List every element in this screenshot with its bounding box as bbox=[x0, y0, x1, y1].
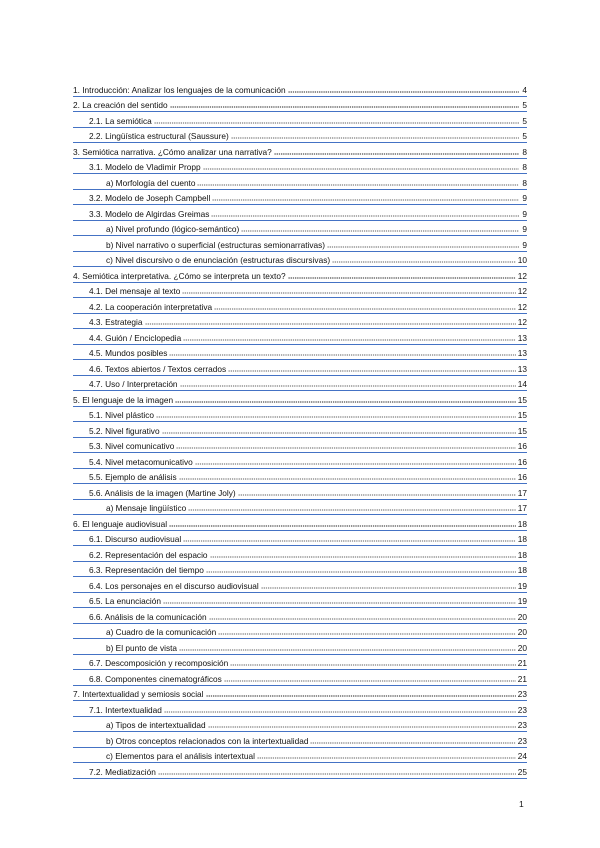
toc-entry-page: 13 bbox=[517, 348, 527, 358]
toc-entry[interactable] bbox=[73, 283, 527, 299]
table-of-contents bbox=[73, 81, 527, 779]
toc-entry-title: a) Morfología del cuento bbox=[106, 177, 196, 188]
toc-dot-leader bbox=[156, 416, 516, 418]
toc-entry-title: 5.5. Ejemplo de análisis bbox=[89, 472, 177, 482]
toc-entry-title: 6.3. Representación del tiempo bbox=[89, 565, 204, 575]
toc-entry-page: 5 bbox=[522, 115, 527, 126]
toc-entry[interactable] bbox=[73, 670, 527, 686]
toc-entry-page: 16 bbox=[517, 441, 527, 451]
toc-entry-title: 3.1. Modelo de Vladimir Propp bbox=[89, 162, 201, 172]
toc-entry[interactable] bbox=[73, 732, 527, 748]
toc-entry-page: 19 bbox=[517, 596, 527, 606]
toc-entry-page: 4 bbox=[522, 84, 527, 95]
toc-dot-leader bbox=[162, 432, 516, 434]
toc-dot-leader bbox=[212, 199, 519, 201]
toc-entry[interactable] bbox=[73, 221, 527, 237]
toc-entry-page: 23 bbox=[517, 720, 527, 730]
toc-dot-leader bbox=[182, 292, 515, 294]
toc-entry-page: 9 bbox=[522, 208, 527, 219]
toc-dot-leader bbox=[228, 370, 516, 372]
toc-entry-page: 18 bbox=[517, 565, 527, 575]
toc-entry-title: c) Elementos para el análisis intertextual bbox=[106, 751, 255, 761]
toc-entry-page: 16 bbox=[517, 456, 527, 467]
toc-entry-title: 2.2. Lingüística estructural (Saussure) bbox=[89, 131, 229, 141]
toc-dot-leader bbox=[208, 726, 516, 728]
toc-dot-leader bbox=[180, 385, 516, 387]
toc-dot-leader bbox=[170, 106, 519, 108]
toc-dot-leader bbox=[288, 277, 516, 279]
toc-entry-title: 1. Introducción: Analizar los lenguajes de la comunicación bbox=[73, 84, 286, 95]
toc-entry-page: 15 bbox=[517, 394, 527, 405]
toc-entry-page: 9 bbox=[522, 193, 527, 203]
toc-entry-page: 20 bbox=[517, 611, 527, 622]
toc-dot-leader bbox=[274, 153, 519, 155]
toc-entry-page: 14 bbox=[517, 379, 527, 389]
toc-entry[interactable] bbox=[73, 159, 527, 175]
toc-entry-page: 10 bbox=[517, 255, 527, 265]
toc-entry-page: 8 bbox=[522, 177, 527, 188]
toc-entry[interactable] bbox=[73, 717, 527, 733]
toc-dot-leader bbox=[218, 633, 516, 635]
toc-entry[interactable] bbox=[73, 639, 527, 655]
toc-entry[interactable] bbox=[73, 128, 527, 144]
toc-entry-title: b) Nivel narrativo o superficial (estructuras semionarrativas) bbox=[106, 239, 326, 250]
toc-entry[interactable] bbox=[73, 577, 527, 593]
toc-dot-leader bbox=[158, 773, 516, 775]
toc-entry-page: 5 bbox=[522, 100, 527, 110]
toc-entry[interactable] bbox=[73, 500, 527, 516]
toc-entry-page: 9 bbox=[522, 224, 527, 234]
toc-entry-title: 5.6. Análisis de la imagen (Martine Joly) bbox=[89, 487, 236, 498]
toc-entry-page: 12 bbox=[517, 286, 527, 296]
toc-dot-leader bbox=[183, 339, 516, 341]
toc-entry-title: 6.5. La enunciación bbox=[89, 596, 161, 606]
toc-entry[interactable] bbox=[73, 453, 527, 469]
toc-entry-title: 6.8. Componentes cinematográficos bbox=[89, 673, 222, 684]
toc-entry[interactable] bbox=[73, 81, 527, 97]
toc-entry[interactable] bbox=[73, 112, 527, 128]
toc-entry[interactable] bbox=[73, 686, 527, 702]
toc-entry-title: b) Otros conceptos relacionados con la intertextualidad bbox=[106, 735, 309, 746]
toc-entry-title: 5.2. Nivel figurativo bbox=[89, 425, 160, 436]
page-number: 1 bbox=[519, 799, 524, 809]
toc-dot-leader bbox=[169, 354, 515, 356]
toc-entry-title: 6.4. Los personajes en el discurso audiovisual bbox=[89, 580, 259, 591]
toc-entry-page: 20 bbox=[517, 627, 527, 637]
toc-entry-page: 9 bbox=[522, 239, 527, 250]
toc-entry[interactable] bbox=[73, 593, 527, 609]
toc-entry-title: 4.2. La cooperación interpretativa bbox=[89, 301, 213, 312]
toc-entry-page: 12 bbox=[517, 317, 527, 327]
toc-entry[interactable] bbox=[73, 236, 527, 252]
toc-entry-page: 13 bbox=[517, 363, 527, 374]
toc-entry-page: 18 bbox=[517, 534, 527, 544]
toc-entry-title: b) El punto de vista bbox=[106, 642, 178, 653]
toc-entry-page: 15 bbox=[517, 425, 527, 436]
toc-dot-leader bbox=[310, 742, 515, 744]
toc-entry-title: 3.2. Modelo de Joseph Campbell bbox=[89, 193, 211, 203]
toc-entry[interactable] bbox=[73, 469, 527, 485]
toc-dot-leader bbox=[224, 680, 516, 682]
toc-dot-leader bbox=[257, 757, 516, 759]
toc-entry-page: 21 bbox=[517, 673, 527, 684]
toc-dot-leader bbox=[169, 525, 516, 527]
toc-entry[interactable] bbox=[73, 531, 527, 547]
toc-entry-title: 3.3. Modelo de Algirdas Greimas bbox=[89, 208, 210, 219]
toc-dot-leader bbox=[288, 91, 519, 93]
toc-entry-page: 19 bbox=[517, 580, 527, 591]
toc-entry-page: 23 bbox=[517, 704, 527, 715]
toc-entry[interactable] bbox=[73, 174, 527, 190]
toc-entry-title: 5.4. Nivel metacomunicativo bbox=[89, 456, 193, 467]
toc-entry[interactable] bbox=[73, 205, 527, 221]
toc-entry-page: 25 bbox=[517, 766, 527, 777]
toc-entry-page: 17 bbox=[517, 487, 527, 498]
toc-entry-page: 15 bbox=[517, 410, 527, 420]
toc-entry-title: 5. El lenguaje de la imagen bbox=[73, 394, 174, 405]
toc-entry-title: 6.6. Análisis de la comunicación bbox=[89, 611, 207, 622]
toc-entry[interactable] bbox=[73, 701, 527, 717]
toc-entry[interactable] bbox=[73, 763, 527, 779]
toc-entry-title: 2.1. La semiótica bbox=[89, 115, 152, 126]
toc-dot-leader bbox=[209, 618, 516, 620]
toc-entry-page: 13 bbox=[517, 332, 527, 343]
toc-dot-leader bbox=[176, 447, 515, 449]
toc-entry-title: 7.2. Mediatización bbox=[89, 766, 156, 777]
toc-dot-leader bbox=[206, 571, 516, 573]
toc-entry-title: a) Mensaje lingüístico bbox=[106, 503, 187, 513]
toc-entry-title: 4.6. Textos abiertos / Textos cerrados bbox=[89, 363, 227, 374]
toc-dot-leader bbox=[241, 230, 519, 232]
toc-entry-title: 2. La creación del sentido bbox=[73, 100, 168, 110]
toc-entry[interactable] bbox=[73, 655, 527, 671]
toc-entry-title: 4.4. Guión / Enciclopedia bbox=[89, 332, 182, 343]
toc-entry-title: 4.7. Uso / Interpretación bbox=[89, 379, 178, 389]
toc-entry[interactable] bbox=[73, 422, 527, 438]
toc-entry-page: 23 bbox=[517, 735, 527, 746]
toc-entry-title: 6. El lenguaje audiovisual bbox=[73, 518, 168, 529]
toc-entry-page: 24 bbox=[517, 751, 527, 761]
toc-entry-page: 23 bbox=[517, 689, 527, 699]
toc-dot-leader bbox=[211, 215, 519, 217]
toc-entry[interactable] bbox=[73, 298, 527, 314]
toc-dot-leader bbox=[231, 137, 519, 139]
toc-dot-leader bbox=[210, 556, 516, 558]
toc-dot-leader bbox=[230, 664, 516, 666]
toc-entry[interactable] bbox=[73, 345, 527, 361]
toc-dot-leader bbox=[179, 649, 516, 651]
toc-dot-leader bbox=[332, 261, 516, 263]
toc-entry[interactable] bbox=[73, 314, 527, 330]
toc-entry-page: 20 bbox=[517, 642, 527, 653]
toc-entry[interactable] bbox=[73, 360, 527, 376]
toc-entry-title: 6.1. Discurso audiovisual bbox=[89, 534, 182, 544]
toc-dot-leader bbox=[261, 587, 516, 589]
toc-entry-page: 21 bbox=[517, 658, 527, 668]
toc-entry-title: 5.3. Nivel comunicativo bbox=[89, 441, 175, 451]
toc-dot-leader bbox=[145, 323, 516, 325]
toc-entry-title: 4.3. Estrategia bbox=[89, 317, 143, 327]
toc-entry-title: 7. Intertextualidad y semiosis social bbox=[73, 689, 204, 699]
toc-entry-title: a) Nivel profundo (lógico-semántico) bbox=[106, 224, 240, 234]
toc-entry[interactable] bbox=[73, 267, 527, 283]
toc-entry-page: 12 bbox=[517, 301, 527, 312]
toc-entry[interactable] bbox=[73, 515, 527, 531]
toc-entry[interactable] bbox=[73, 391, 527, 407]
toc-entry-page: 17 bbox=[517, 503, 527, 513]
toc-entry[interactable] bbox=[73, 376, 527, 392]
toc-entry-title: a) Tipos de intertextualidad bbox=[106, 720, 206, 730]
toc-entry[interactable] bbox=[73, 608, 527, 624]
toc-entry[interactable] bbox=[73, 407, 527, 423]
toc-dot-leader bbox=[238, 494, 516, 496]
toc-entry-page: 12 bbox=[517, 270, 527, 281]
toc-entry[interactable] bbox=[73, 546, 527, 562]
toc-entry-title: 6.2. Representación del espacio bbox=[89, 549, 208, 560]
toc-entry-title: 4. Semiótica interpretativa. ¿Cómo se interpreta un texto? bbox=[73, 270, 286, 281]
toc-entry-page: 5 bbox=[522, 131, 527, 141]
toc-entry[interactable] bbox=[73, 748, 527, 764]
toc-dot-leader bbox=[179, 478, 516, 480]
toc-entry[interactable] bbox=[73, 624, 527, 640]
toc-entry[interactable] bbox=[73, 438, 527, 454]
toc-entry-title: 3. Semiótica narrativa. ¿Cómo analizar una narrativa? bbox=[73, 146, 272, 157]
toc-dot-leader bbox=[214, 308, 516, 310]
toc-entry-title: c) Nivel discursivo o de enunciación (estructuras discursivas) bbox=[106, 255, 331, 265]
toc-dot-leader bbox=[154, 122, 519, 124]
toc-dot-leader bbox=[195, 463, 516, 465]
toc-entry-page: 16 bbox=[517, 472, 527, 482]
toc-entry[interactable] bbox=[73, 484, 527, 500]
toc-dot-leader bbox=[197, 184, 519, 186]
toc-entry-title: 4.1. Del mensaje al texto bbox=[89, 286, 181, 296]
toc-entry-title: a) Cuadro de la comunicación bbox=[106, 627, 217, 637]
toc-entry-title: 4.5. Mundos posibles bbox=[89, 348, 168, 358]
toc-entry-title: 5.1. Nivel plástico bbox=[89, 410, 155, 420]
toc-entry-page: 18 bbox=[517, 518, 527, 529]
toc-dot-leader bbox=[203, 168, 519, 170]
toc-dot-leader bbox=[163, 602, 516, 604]
toc-dot-leader bbox=[206, 695, 516, 697]
toc-entry[interactable] bbox=[73, 252, 527, 268]
toc-dot-leader bbox=[188, 509, 516, 511]
toc-entry[interactable] bbox=[73, 97, 527, 113]
toc-dot-leader bbox=[327, 246, 519, 248]
toc-entry-page: 8 bbox=[522, 162, 527, 172]
toc-dot-leader bbox=[175, 401, 516, 403]
toc-entry[interactable] bbox=[73, 329, 527, 345]
toc-entry-title: 7.1. Intertextualidad bbox=[89, 704, 162, 715]
toc-dot-leader bbox=[183, 540, 516, 542]
toc-entry[interactable] bbox=[73, 143, 527, 159]
toc-dot-leader bbox=[164, 711, 516, 713]
toc-entry-page: 8 bbox=[522, 146, 527, 157]
toc-entry-title: 6.7. Descomposición y recomposición bbox=[89, 658, 229, 668]
toc-entry-page: 18 bbox=[517, 549, 527, 560]
toc-entry[interactable] bbox=[73, 562, 527, 578]
toc-entry[interactable] bbox=[73, 190, 527, 206]
